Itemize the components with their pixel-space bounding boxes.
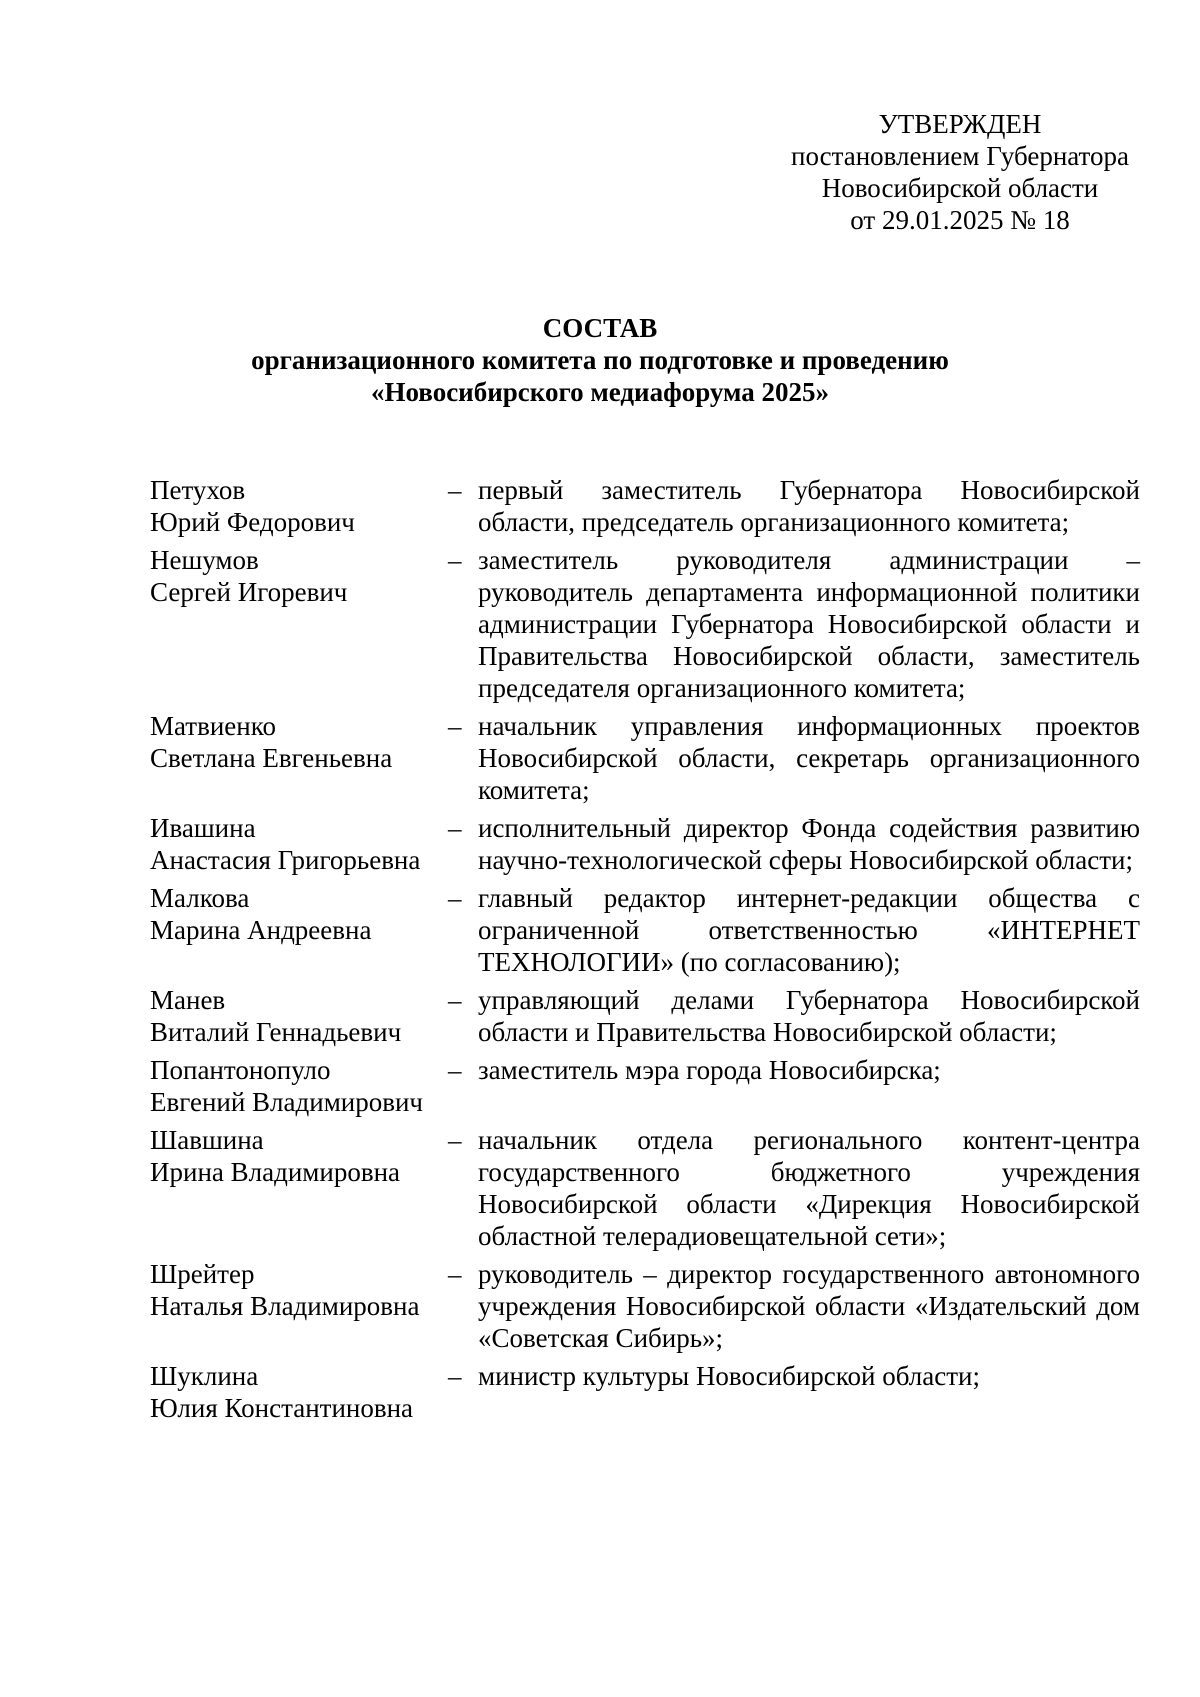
member-entry xyxy=(150,1258,1140,1354)
member-surname: Петухов xyxy=(150,475,246,505)
approval-title: УТВЕРЖДЕН xyxy=(878,109,1042,139)
member-entry xyxy=(150,812,1140,876)
member-position: заместитель руководителя администрации – руководитель департамента информационной политики администрации Губернатора Новосибирской области и Правительства Новосибирской области, заместитель председателя организационного комитета; xyxy=(478,545,1140,703)
member-given-names: Ирина Владимировна xyxy=(150,1157,401,1187)
member-entry xyxy=(150,984,1140,1048)
member-position: руководитель – директор государственного автономного учреждения Новосибирской области «Издательский дом «Советская Сибирь»; xyxy=(478,1259,1140,1353)
member-dash: – xyxy=(448,545,462,575)
member-given-names: Евгений Владимирович xyxy=(150,1087,424,1117)
member-name xyxy=(150,1360,448,1424)
member-name xyxy=(150,710,448,806)
member-name xyxy=(150,1054,448,1118)
member-name xyxy=(150,812,448,876)
approval-region: Новосибирской области xyxy=(821,173,1099,203)
member-name xyxy=(150,544,448,704)
member-name xyxy=(150,882,448,978)
member-entry xyxy=(150,882,1140,978)
member-given-names: Наталья Владимировна xyxy=(150,1291,420,1321)
member-dash: – xyxy=(448,1125,462,1155)
approval-stamp xyxy=(770,108,1150,236)
member-dash: – xyxy=(448,883,462,913)
member-surname: Матвиенко xyxy=(150,711,276,741)
member-name xyxy=(150,474,448,538)
committee-members-list xyxy=(150,474,1140,1430)
member-surname: Шавшина xyxy=(150,1125,264,1155)
approval-issuer: постановлением Губернатора xyxy=(791,141,1129,171)
member-name xyxy=(150,1258,448,1354)
member-given-names: Сергей Игоревич xyxy=(150,577,348,607)
member-position: управляющий делами Губернатора Новосибирской области и Правительства Новосибирской области; xyxy=(478,985,1140,1047)
member-given-names: Юлия Константиновна xyxy=(150,1393,414,1423)
member-dash: – xyxy=(448,475,462,505)
member-surname: Шуклина xyxy=(150,1361,259,1391)
document-title: СОСТАВ xyxy=(542,313,658,343)
member-name xyxy=(150,1124,448,1252)
member-entry xyxy=(150,544,1140,704)
member-position: заместитель мэра города Новосибирска; xyxy=(478,1055,941,1085)
member-position: начальник управления информационных проектов Новосибирской области, секретарь организационного комитета; xyxy=(478,711,1140,805)
document-heading xyxy=(200,312,1000,408)
member-dash: – xyxy=(448,813,462,843)
member-given-names: Светлана Евгеньевна xyxy=(150,743,393,773)
member-surname: Нешумов xyxy=(150,545,259,575)
document-subtitle-line-2: «Новосибирского медиафорума 2025» xyxy=(370,377,830,407)
member-surname: Манев xyxy=(150,985,226,1015)
member-given-names: Виталий Геннадьевич xyxy=(150,1017,402,1047)
member-position: исполнительный директор Фонда содействия развитию научно-технологической сферы Новосибирской области; xyxy=(478,813,1140,875)
member-surname: Ивашина xyxy=(150,813,256,843)
member-given-names: Юрий Федорович xyxy=(150,507,355,537)
member-surname: Попантонопуло xyxy=(150,1055,331,1085)
member-entry xyxy=(150,474,1140,538)
member-entry xyxy=(150,1360,1140,1424)
member-dash: – xyxy=(448,711,462,741)
document-subtitle-line-1: организационного комитета по подготовке и проведению xyxy=(251,345,949,375)
member-entry xyxy=(150,1124,1140,1252)
member-entry xyxy=(150,1054,1140,1118)
member-dash: – xyxy=(448,985,462,1015)
approval-date-number: от 29.01.2025 № 18 xyxy=(850,205,1070,235)
member-name xyxy=(150,984,448,1048)
member-position: начальник отдела регионального контент-центра государственного бюджетного учреждения Новосибирской области «Дирекция Новосибирской областной телерадиовещательной сети»; xyxy=(478,1125,1140,1251)
member-given-names: Анастасия Григорьевна xyxy=(150,845,421,875)
member-dash: – xyxy=(448,1055,462,1085)
member-position: первый заместитель Губернатора Новосибирской области, председатель организационного комитета; xyxy=(478,475,1140,537)
member-dash: – xyxy=(448,1259,462,1289)
member-position: главный редактор интернет-редакции общества с ограниченной ответственностью «ИНТЕРНЕТ ТЕХНОЛОГИИ» (по согласованию); xyxy=(478,883,1140,977)
member-surname: Шрейтер xyxy=(150,1259,255,1289)
member-entry xyxy=(150,710,1140,806)
member-given-names: Марина Андреевна xyxy=(150,915,372,945)
member-dash: – xyxy=(448,1361,462,1391)
member-position: министр культуры Новосибирской области; xyxy=(478,1361,980,1391)
member-surname: Малкова xyxy=(150,883,250,913)
